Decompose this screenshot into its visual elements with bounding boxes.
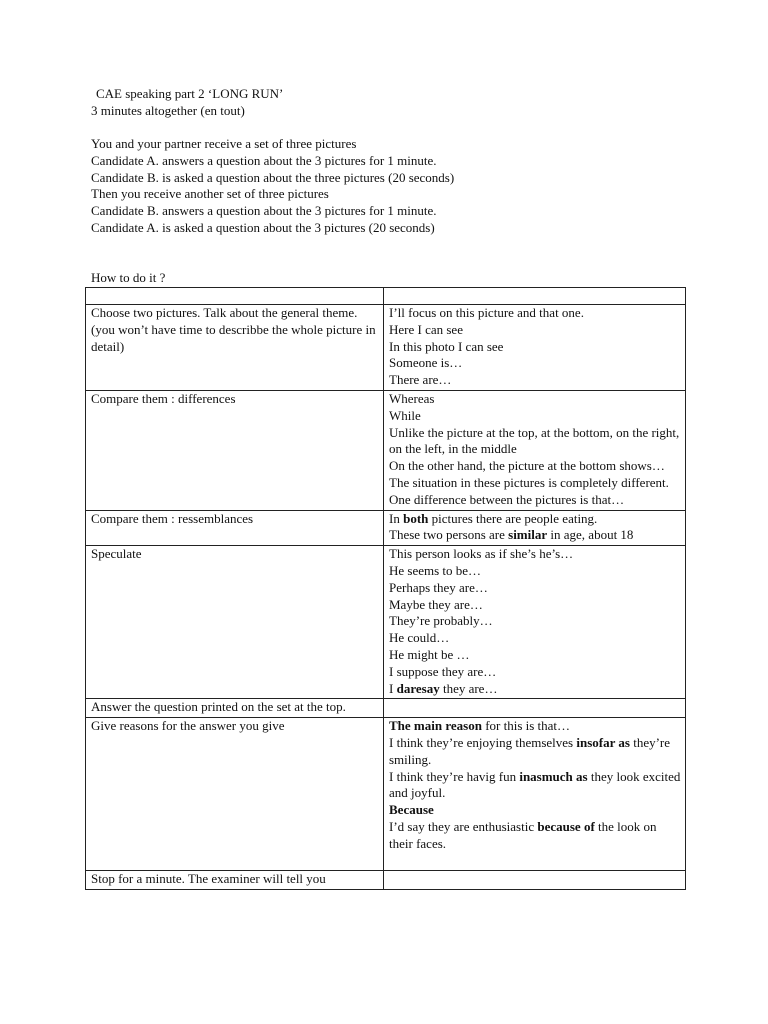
phrase-text: Whereas [389, 390, 435, 406]
intro-line: Candidate A. answers a question about the 3 pictures for 1 minute. [91, 152, 437, 168]
how-to-heading: How to do it ? [91, 270, 166, 285]
phrase-line [389, 546, 681, 563]
step-cell: Compare them : differences [86, 390, 384, 510]
phrase-text: While [389, 407, 421, 423]
phrase-text: pictures there are people eating. [428, 510, 598, 526]
key-expression: inasmuch as [519, 768, 588, 784]
phrase-line [389, 322, 681, 339]
key-expression: insofar as [576, 734, 630, 750]
phrase-text: Unlike the picture at the top, at the bottom, on the right, on the left, in the middle [389, 424, 680, 457]
doc-subtitle: 3 minutes altogether (en tout) [91, 102, 245, 118]
phrase-text: He seems to be… [389, 562, 482, 578]
intro-line: Then you receive another set of three pictures [91, 186, 329, 202]
phrase-text: I [389, 680, 397, 696]
phrase-text: Someone is… [389, 355, 463, 371]
intro-line: Candidate B. is asked a question about the three pictures (20 seconds) [91, 169, 455, 185]
empty-cell [384, 288, 686, 305]
phrase-text: These two persons are [389, 527, 509, 543]
phrase-line [389, 647, 681, 664]
phrase-line [389, 511, 681, 528]
key-expression: because of [537, 818, 595, 834]
phrase-text: for this is that… [481, 718, 571, 734]
phrase-text: In this photo I can see [389, 338, 504, 354]
phrase-line [389, 425, 681, 459]
phrase-text: On the other hand, the picture at the bottom shows… [389, 458, 665, 474]
phrase-text: There are… [389, 372, 452, 388]
phrase-text: I think they’re havig fun [389, 768, 520, 784]
table-row [86, 718, 686, 871]
steps-table [85, 287, 686, 890]
phrase-line [389, 339, 681, 356]
phrase-line [389, 769, 681, 803]
phrase-line [389, 664, 681, 681]
steps-table-body [86, 288, 686, 890]
phrase-text: I’ll focus on this picture and that one. [389, 305, 584, 320]
phrases-cell [384, 546, 686, 699]
phrase-line [389, 492, 681, 509]
key-expression: Because [389, 802, 434, 818]
phrases-cell [384, 390, 686, 510]
phrase-text: They’re probably… [389, 613, 493, 629]
step-cell: Answer the question printed on the set at the top. [86, 699, 384, 718]
key-expression: both [403, 510, 429, 526]
table-row [86, 510, 686, 546]
key-expression: The main reason [389, 718, 482, 734]
step-cell: Compare them : ressemblances [86, 510, 384, 546]
intro-line: Candidate A. is asked a question about the 3 pictures (20 seconds) [91, 219, 435, 235]
phrases-cell [384, 871, 686, 890]
phrase-text: I think they’re enjoying themselves [389, 734, 577, 750]
phrase-line [389, 355, 681, 372]
table-row [86, 871, 686, 890]
phrase-text: I suppose they are… [389, 663, 497, 679]
phrase-line [389, 372, 681, 389]
step-cell: Speculate [86, 546, 384, 699]
phrase-text: in age, about 18 [547, 527, 634, 543]
phrase-line [389, 630, 681, 647]
table-row [86, 305, 686, 391]
intro-paragraph [91, 136, 454, 237]
phrase-text: In [389, 510, 404, 526]
key-expression: daresay [396, 680, 440, 696]
phrase-line [389, 597, 681, 614]
phrases-cell [384, 699, 686, 718]
doc-title: CAE speaking part 2 ‘LONG RUN’ [96, 86, 284, 101]
phrase-text: they’re smiling. [389, 734, 671, 767]
title-block [91, 86, 283, 120]
table-row [86, 546, 686, 699]
phrase-text: I’d say they are enthusiastic [389, 818, 538, 834]
phrase-line [389, 681, 681, 698]
phrase-text: He might be … [389, 646, 470, 662]
table-row [86, 390, 686, 510]
blank-line [389, 853, 681, 870]
phrase-line [389, 819, 681, 853]
phrase-line [389, 475, 681, 492]
table-row [86, 699, 686, 718]
phrase-text: Perhaps they are… [389, 579, 488, 595]
phrase-text: The situation in these pictures is completely different. [389, 474, 669, 490]
phrase-text: they look excited and joyful. [389, 768, 681, 801]
phrase-line [389, 408, 681, 425]
phrase-text: He could… [389, 630, 450, 646]
step-cell: Give reasons for the answer you give [86, 718, 384, 871]
empty-cell [86, 288, 384, 305]
phrase-line [389, 527, 681, 544]
step-cell: Choose two pictures. Talk about the general theme. (you won’t have time to describbe the whole picture in detail) [86, 305, 384, 391]
phrase-text: This person looks as if she’s he’s… [389, 546, 574, 562]
phrase-line [389, 613, 681, 630]
phrases-cell [384, 718, 686, 871]
phrase-text: Maybe they are… [389, 596, 483, 612]
phrase-text: One difference between the pictures is that… [389, 491, 625, 507]
phrase-line [389, 718, 681, 735]
phrases-cell [384, 510, 686, 546]
phrase-line [389, 305, 681, 322]
phrase-line [389, 580, 681, 597]
phrase-line [389, 458, 681, 475]
phrase-line [389, 391, 681, 408]
phrase-line [389, 802, 681, 819]
phrase-line [389, 735, 681, 769]
intro-line: Candidate B. answers a question about the 3 pictures for 1 minute. [91, 203, 437, 219]
key-expression: similar [508, 527, 548, 543]
phrase-text: they are… [439, 680, 498, 696]
intro-line: You and your partner receive a set of three pictures [91, 136, 357, 151]
step-cell: Stop for a minute. The examiner will tell you [86, 871, 384, 890]
phrase-line [389, 563, 681, 580]
phrases-cell [384, 305, 686, 391]
table-header-row [86, 288, 686, 305]
phrase-text: the look on their faces. [389, 818, 657, 851]
phrase-text: Here I can see [389, 321, 463, 337]
